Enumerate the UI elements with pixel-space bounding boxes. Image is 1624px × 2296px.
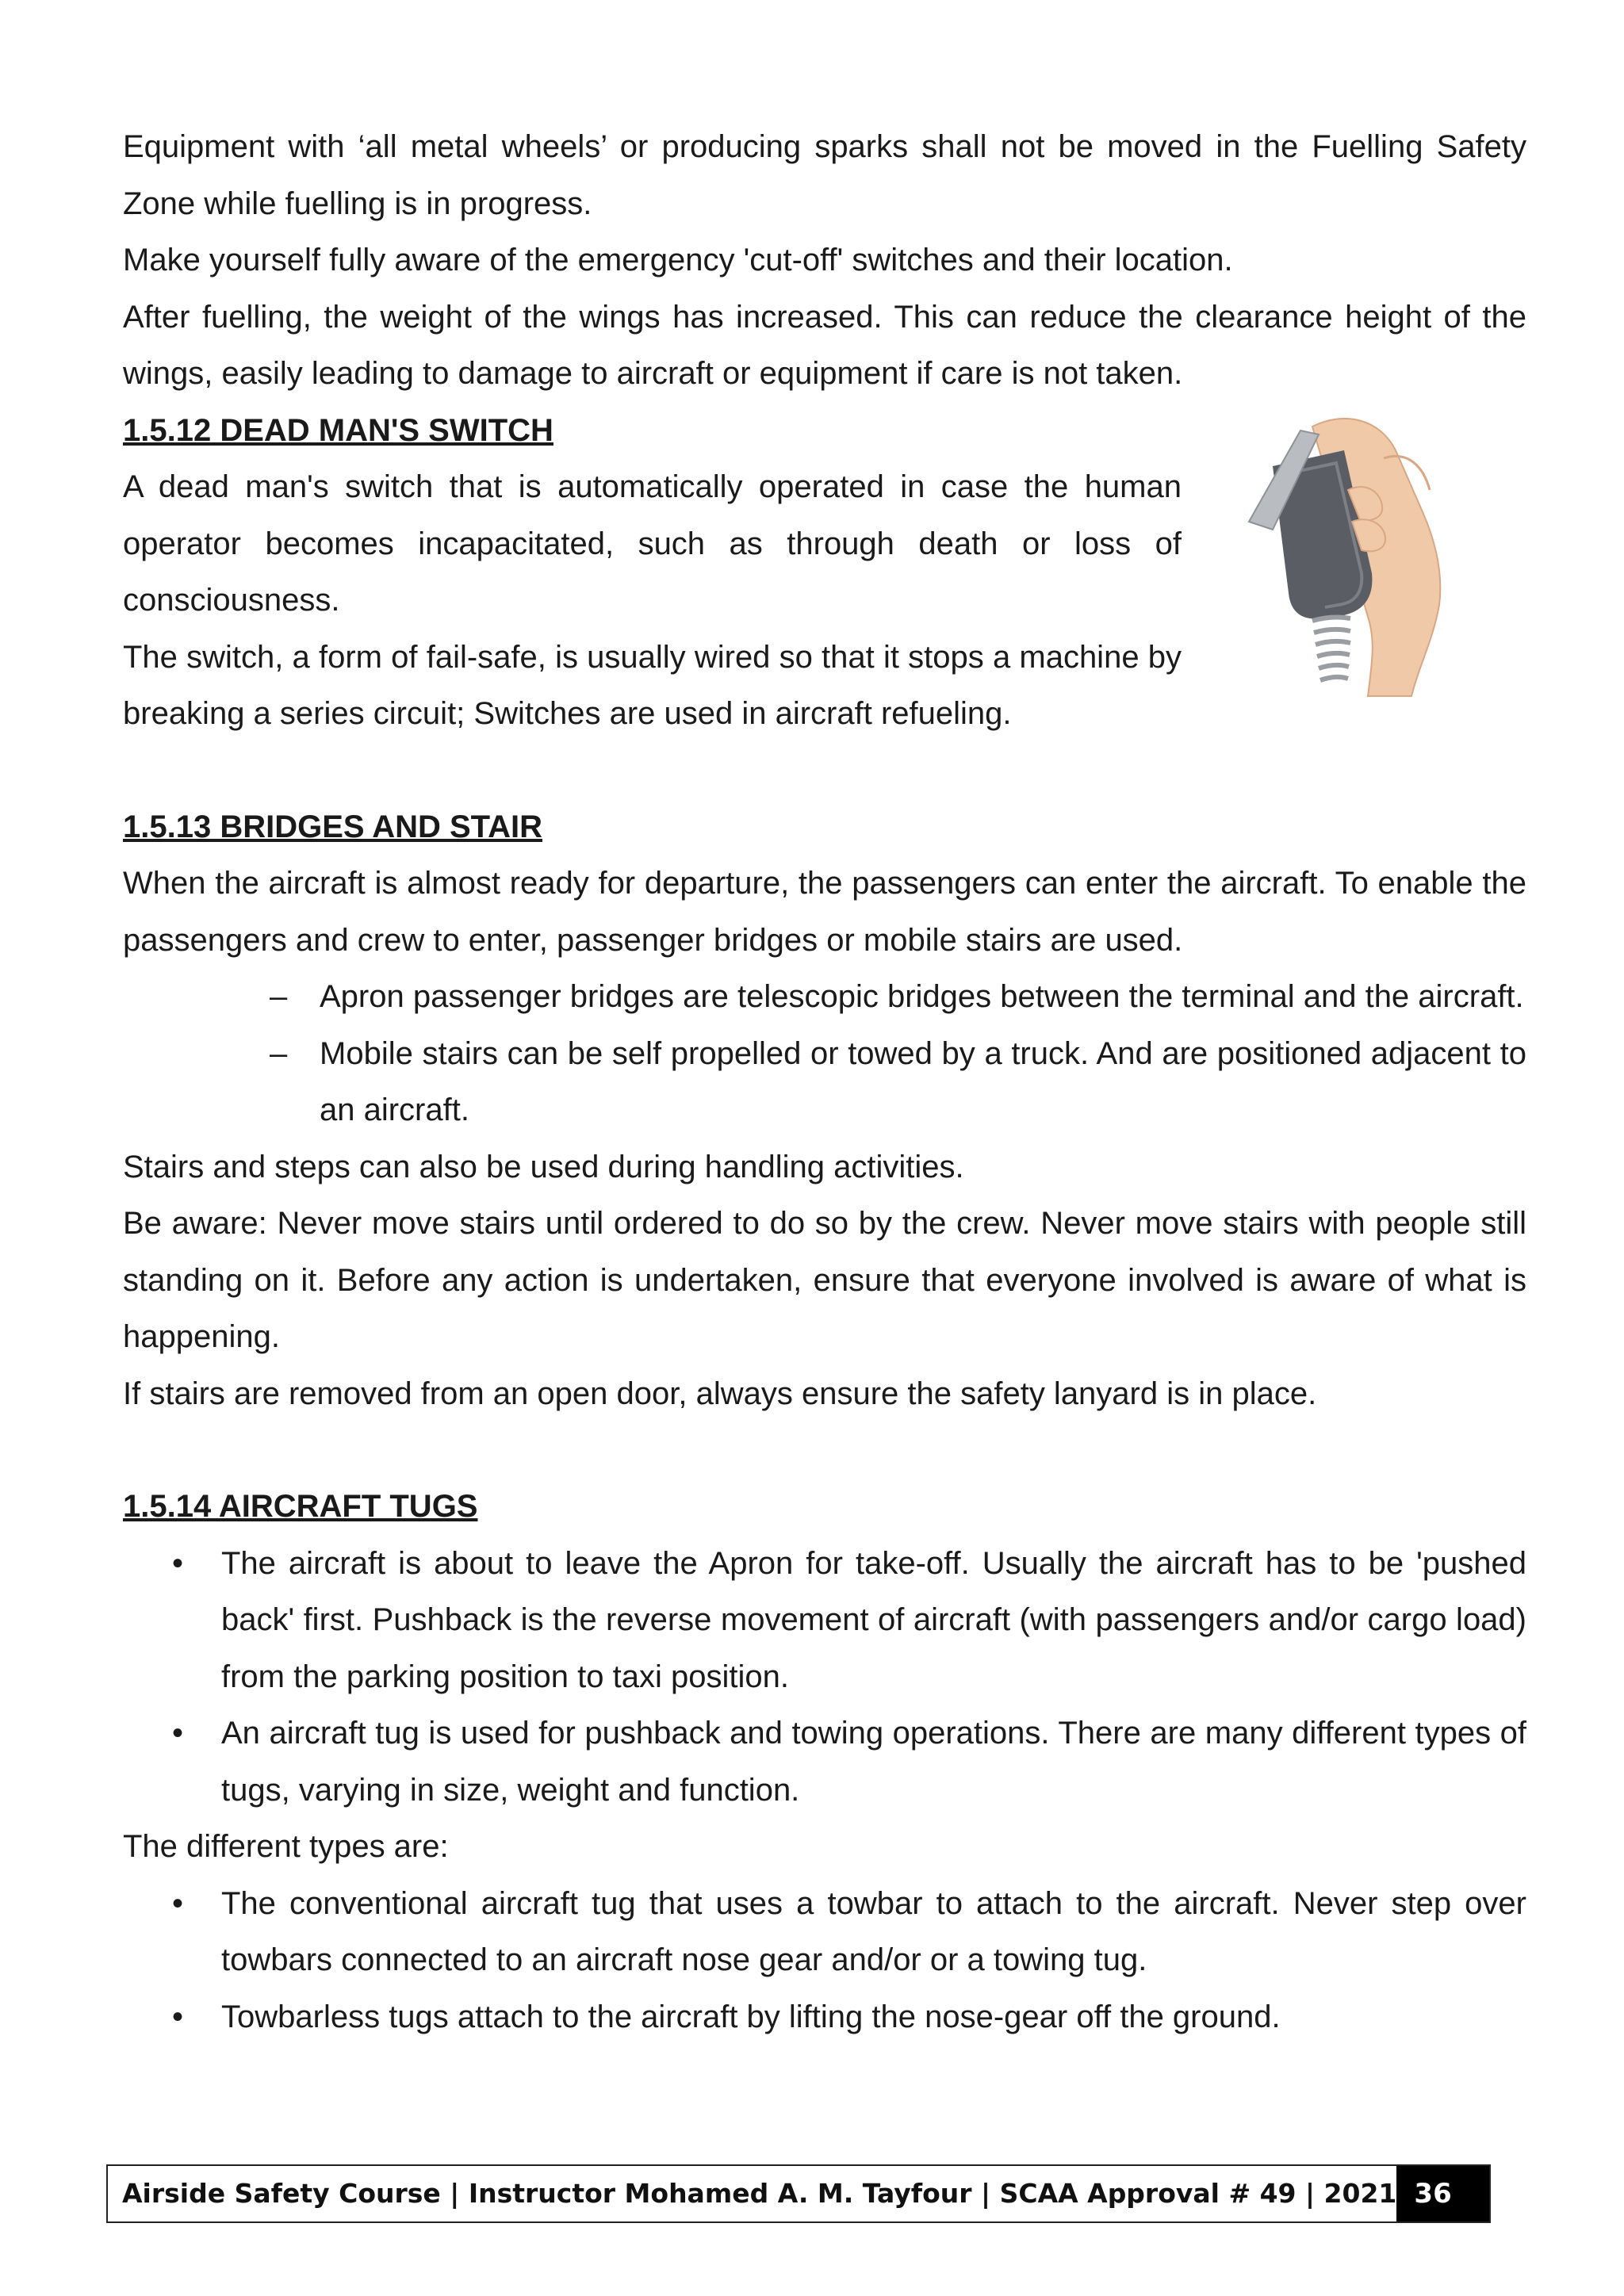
bridges-list [123,969,1526,1139]
page-number: 36 [1396,2166,1489,2221]
list-item [123,969,1526,1026]
stairs-paragraph-2: Be aware: Never move stairs until ordered to do so by the crew. Never move stairs with people still standing on it. Before any action is undertaken, ensure that everyone involved is aware of what is happening. [123,1206,1526,1354]
bridges-paragraph: When the aircraft is almost ready for departure, the passengers can enter the aircraft. To enable the passengers and crew to enter, passenger bridges or mobile stairs are used. [123,866,1526,958]
page-content [123,119,1526,2045]
list-item-text: Apron passenger bridges are telescopic bridges between the terminal and the aircraft. [320,979,1524,1014]
list-item [123,1026,1526,1139]
dead-man-section [123,403,1526,743]
bullet-marker: • [172,1716,184,1751]
intro-paragraph-2: Make yourself fully aware of the emergency 'cut-off' switches and their location. [123,243,1233,277]
list-item-text: Towbarless tugs attach to the aircraft by lifting the nose-gear off the ground. [221,1999,1281,2034]
dash-marker: – [270,1035,288,1071]
dead-mans-switch-photo [1225,403,1495,704]
list-item [123,1989,1526,2046]
bullet-marker: • [172,1545,184,1581]
list-item-text: Mobile stairs can be self propelled or towed by a truck. And are positioned adjacent to an aircraft. [320,1035,1526,1127]
list-item [123,1705,1526,1819]
section-heading-dead-mans-switch: 1.5.12 DEAD MAN'S SWITCH [123,412,553,448]
bullet-marker: • [172,1885,184,1921]
tug-types-label: The different types are: [123,1829,449,1864]
dash-marker: – [270,979,288,1014]
stairs-paragraph-1: Stairs and steps can also be used during handling activities. [123,1149,964,1184]
dead-man-paragraph-2: The switch, a form of fail-safe, is usually wired so that it stops a machine by breaking a series circuit; Switches are used in aircraft refueling. [123,639,1182,731]
list-item [123,1876,1526,1989]
section-heading-bridges-and-stair: 1.5.13 BRIDGES AND STAIR [123,809,543,844]
page-footer [106,2164,1491,2223]
footer-course-info: Airside Safety Course | Instructor Mohamed A. M. Tayfour | SCAA Approval # 49 | 2021 [122,2178,1397,2209]
intro-paragraph-3: After fuelling, the weight of the wings has increased. This can reduce the clearance height of the wings, easily leading to damage to aircraft or equipment if care is not taken. [123,299,1526,391]
intro-paragraph-1: Equipment with ‘all metal wheels’ or producing sparks shall not be moved in the Fuelling Safety Zone while fuelling is in progress. [123,129,1526,221]
tug-types-list [123,1876,1526,2046]
spacer [123,1422,1526,1479]
list-item-text: The conventional aircraft tug that uses a towbar to attach to the aircraft. Never step over towbars connected to an aircraft nose gear and/or or a towing tug. [221,1885,1526,1977]
stairs-paragraph-3: If stairs are removed from an open door, always ensure the safety lanyard is in place. [123,1376,1317,1411]
list-item-text: An aircraft tug is used for pushback and towing operations. There are many different types of tugs, varying in size, weight and function. [221,1716,1526,1808]
dead-man-paragraph-1: A dead man's switch that is automatically operated in case the human operator becomes incapacitated, such as through death or loss of consciousness. [123,469,1182,618]
spacer [123,743,1526,799]
tugs-list [123,1536,1526,1820]
list-item-text: The aircraft is about to leave the Apron for take-off. Usually the aircraft has to be 'pushed back' first. Pushback is the reverse movement of aircraft (with passengers and/or cargo load) from the parking position to taxi position. [221,1545,1526,1694]
section-heading-aircraft-tugs: 1.5.14 AIRCRAFT TUGS [123,1489,478,1524]
list-item [123,1536,1526,1706]
bullet-marker: • [172,1999,184,2034]
